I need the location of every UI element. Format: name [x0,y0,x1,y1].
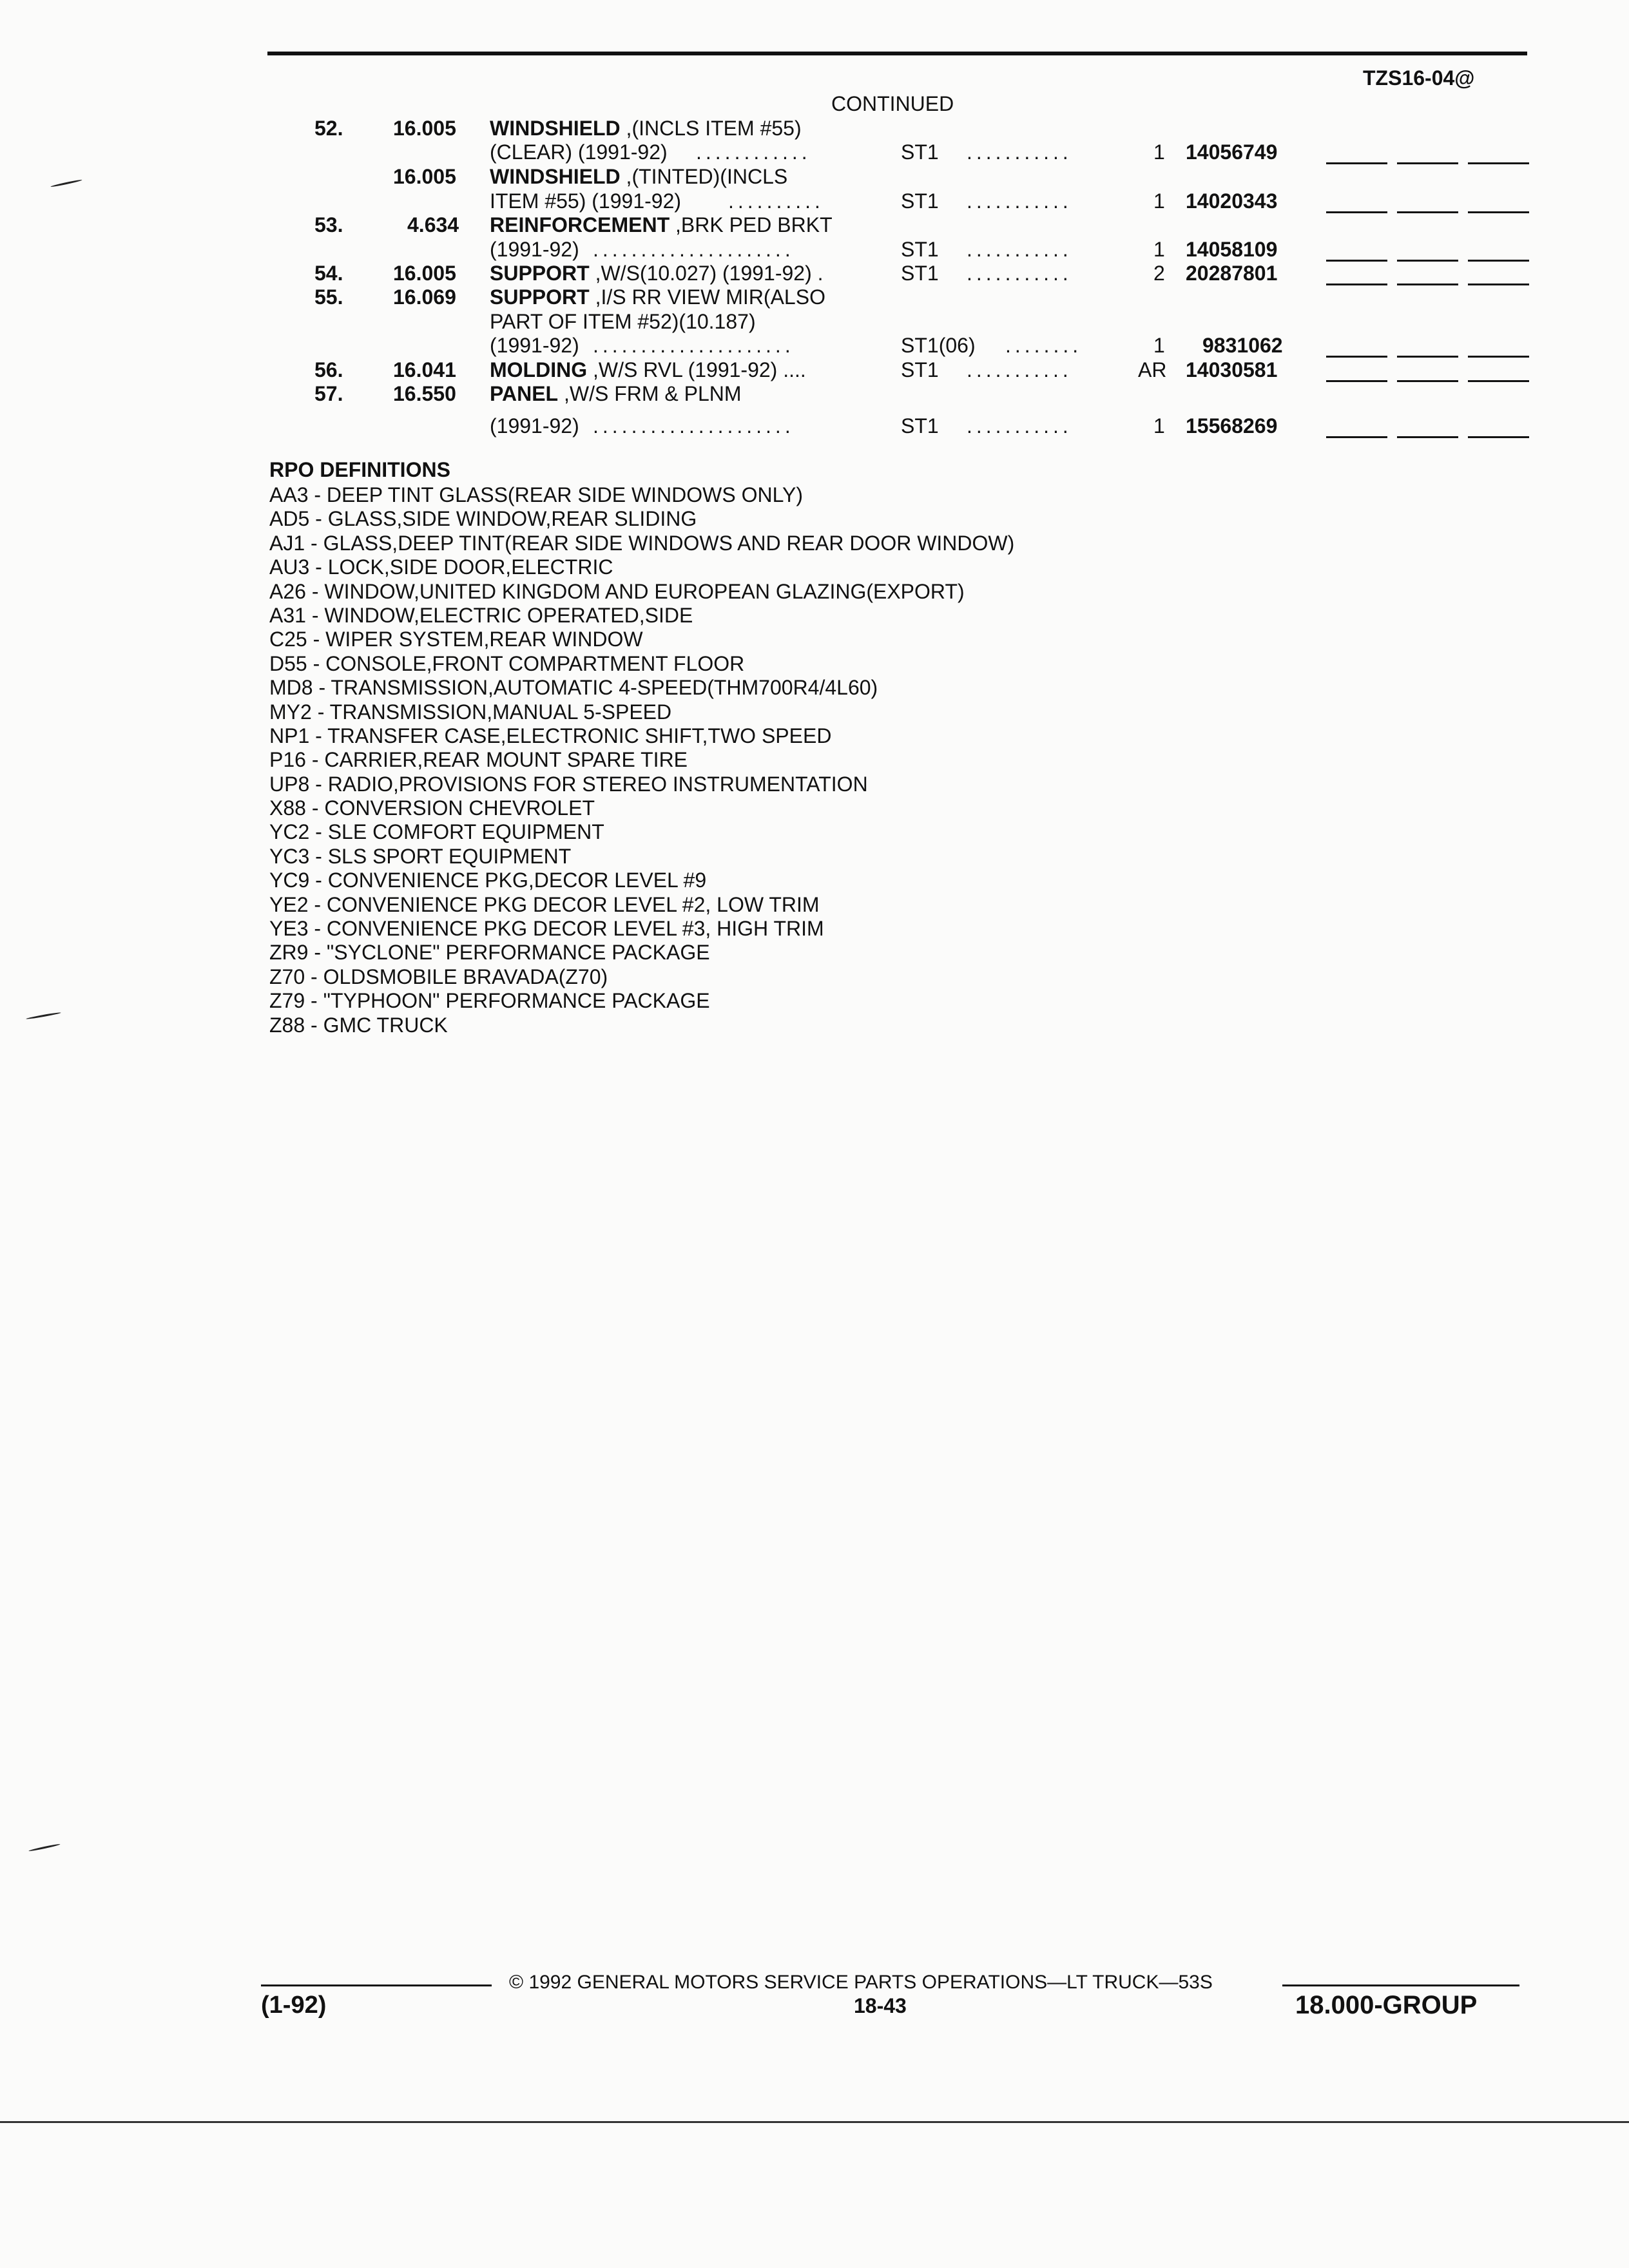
item-number: 57. [314,382,343,405]
part-desc-line: ITEM #55) (1991-92) [490,189,682,213]
fill-blank [1468,162,1529,164]
rpo-item: YE3 - CONVENIENCE PKG DECOR LEVEL #3, HIGH TRIM [269,917,824,941]
part-number: 14030581 [1186,358,1278,381]
dot-leader: ........... [967,189,1072,213]
dot-leader: ............ [696,140,811,164]
rpo-item: Z79 - "TYPHOON" PERFORMANCE PACKAGE [269,989,710,1013]
dot-leader: ........... [967,358,1072,381]
rpo-item: A26 - WINDOW,UNITED KINGDOM AND EUROPEAN GLAZING(EXPORT) [269,579,965,603]
part-description [490,117,802,140]
ref-number: 16.005 [393,165,456,188]
fill-blank [1397,436,1458,438]
quantity: 1 [1153,414,1165,437]
rpo-item: NP1 - TRANSFER CASE,ELECTRONIC SHIFT,TWO SPEED [269,724,832,747]
code: ST1 [901,140,939,164]
part-name: MOLDING [490,358,588,381]
rpo-item: ZR9 - "SYCLONE" PERFORMANCE PACKAGE [269,941,710,965]
rpo-item: MY2 - TRANSMISSION,MANUAL 5-SPEED [269,700,672,724]
code: ST1 [901,189,939,213]
part-desc: ,I/S RR VIEW MIR(ALSO [595,285,825,309]
fill-blank [1468,436,1529,438]
fill-blank [1326,284,1387,285]
rpo-item: YC9 - CONVENIENCE PKG,DECOR LEVEL #9 [269,869,707,892]
rpo-item: UP8 - RADIO,PROVISIONS FOR STEREO INSTRUMENTATION [269,772,868,796]
fill-blank [1397,260,1458,262]
part-name: REINFORCEMENT [490,213,670,236]
rpo-item: Z70 - OLDSMOBILE BRAVADA(Z70) [269,965,608,988]
fill-blank [1326,260,1387,262]
fill-blank [1326,380,1387,382]
quantity: 1 [1153,334,1165,357]
part-name: SUPPORT [490,285,590,309]
rpo-item: D55 - CONSOLE,FRONT COMPARTMENT FLOOR [269,651,745,675]
part-desc: ,W/S(10.027) (1991-92) [595,262,812,285]
quantity: 1 [1153,140,1165,164]
rpo-item: AD5 - GLASS,SIDE WINDOW,REAR SLIDING [269,507,697,531]
part-desc-line: (1991-92) [490,238,579,261]
footer-group: 18.000-GROUP [1295,1991,1478,2019]
quantity: AR [1138,358,1167,381]
rpo-list [269,483,1014,1037]
footer-page: 18-43 [854,1994,907,2017]
fill-blank [1397,284,1458,285]
part-name: PANEL [490,382,559,405]
part-number: 20287801 [1186,262,1278,285]
ref-number: 16.069 [393,285,456,309]
part-number: 14020343 [1186,189,1278,213]
fill-blank [1397,380,1458,382]
item-number: 56. [314,358,343,381]
scan-mark [28,1843,61,1852]
part-name: WINDSHIELD [490,117,621,140]
dot-leader: ..................... [593,414,795,437]
rpo-item: YE2 - CONVENIENCE PKG DECOR LEVEL #2, LOW TRIM [269,892,820,916]
part-number: 15568269 [1186,414,1278,437]
part-desc: ,W/S FRM & PLNM [563,382,742,405]
top-rule [267,52,1527,55]
part-desc: ,BRK PED BRKT [675,213,833,236]
ref-number: 16.041 [393,358,456,381]
fill-blank [1397,162,1458,164]
ref-number: 4.634 [407,213,459,236]
footer-rule-right [1282,1984,1519,1986]
fill-blank [1326,211,1387,213]
part-desc-line: (CLEAR) (1991-92) [490,140,668,164]
part-number: 14058109 [1186,238,1278,261]
fill-blank [1468,284,1529,285]
dot-leader: ........... [967,140,1072,164]
dot-leader: ........... [967,238,1072,261]
fill-blank [1397,356,1458,358]
rpo-item: X88 - CONVERSION CHEVROLET [269,796,595,820]
scan-mark [50,179,82,187]
scan-mark [26,1012,61,1020]
ref-number: 16.005 [393,117,456,140]
fill-blank [1468,380,1529,382]
rpo-item: AA3 - DEEP TINT GLASS(REAR SIDE WINDOWS ONLY) [269,483,804,506]
quantity: 1 [1153,189,1165,213]
part-description [490,213,833,237]
dot-leader: ........ [1005,334,1083,357]
rpo-title: RPO DEFINITIONS [269,458,450,481]
item-number: 52. [314,117,343,140]
rpo-item: P16 - CARRIER,REAR MOUNT SPARE TIRE [269,748,688,772]
dot-leader: ........... [967,262,1072,285]
item-number: 55. [314,285,343,309]
part-name: WINDSHIELD [490,165,621,188]
quantity: 1 [1153,238,1165,261]
footer-date: (1-92) [261,1992,327,2019]
rpo-item: MD8 - TRANSMISSION,AUTOMATIC 4-SPEED(THM700R4/4L60) [269,676,878,700]
fill-blank [1326,436,1387,438]
fill-blank [1468,356,1529,358]
rpo-item: YC2 - SLE COMFORT EQUIPMENT [269,820,604,844]
footer-rule-left [261,1984,492,1986]
part-number: 9831062 [1202,334,1283,357]
dot-leader: .......... [728,189,824,213]
bottom-rule [0,2121,1629,2123]
code: ST1 [901,262,939,285]
fill-blank [1326,356,1387,358]
part-description [490,165,787,189]
part-desc: ,(TINTED)(INCLS [626,165,788,188]
ref-number: 16.550 [393,382,456,405]
rpo-item: AJ1 - GLASS,DEEP TINT(REAR SIDE WINDOWS AND REAR DOOR WINDOW) [269,531,1015,555]
continued-label: CONTINUED [831,92,954,115]
part-description: MOLDING ,W/S RVL (1991-92) .... [490,358,806,381]
rpo-item: YC3 - SLS SPORT EQUIPMENT [269,844,572,868]
doc-code: TZS16-04@ [1363,66,1475,90]
quantity: 2 [1153,262,1165,285]
code: ST1(06) [901,334,976,357]
code: ST1 [901,358,939,381]
code: ST1 [901,238,939,261]
fill-blank [1326,162,1387,164]
part-desc: ,(INCLS ITEM #55) [626,117,802,140]
rpo-item: AU3 - LOCK,SIDE DOOR,ELECTRIC [269,555,613,579]
code: ST1 [901,414,939,437]
part-description [490,382,742,406]
dot-leader: ..................... [593,334,795,357]
part-desc-line: (1991-92) [490,414,579,437]
fill-blank [1397,211,1458,213]
footer-copyright: © 1992 GENERAL MOTORS SERVICE PARTS OPERATIONS—LT TRUCK—53S [509,1972,1213,1993]
part-desc-line: (1991-92) [490,334,579,357]
rpo-item: Z88 - GMC TRUCK [269,1013,448,1037]
fill-blank [1468,211,1529,213]
item-number: 53. [314,213,343,236]
part-name: SUPPORT [490,262,590,285]
rpo-item: C25 - WIPER SYSTEM,REAR WINDOW [269,628,643,651]
part-desc-line: PART OF ITEM #52)(10.187) [490,310,756,333]
dot-leader: ..................... [593,238,795,261]
dot-leader: ........... [967,414,1072,437]
part-description [490,285,825,309]
part-description: SUPPORT ,W/S(10.027) (1991-92) . [490,262,824,285]
part-desc: ,W/S RVL (1991-92) [592,358,778,381]
ref-number: 16.005 [393,262,456,285]
rpo-item: A31 - WINDOW,ELECTRIC OPERATED,SIDE [269,603,693,627]
fill-blank [1468,260,1529,262]
part-number: 14056749 [1186,140,1278,164]
item-number: 54. [314,262,343,285]
